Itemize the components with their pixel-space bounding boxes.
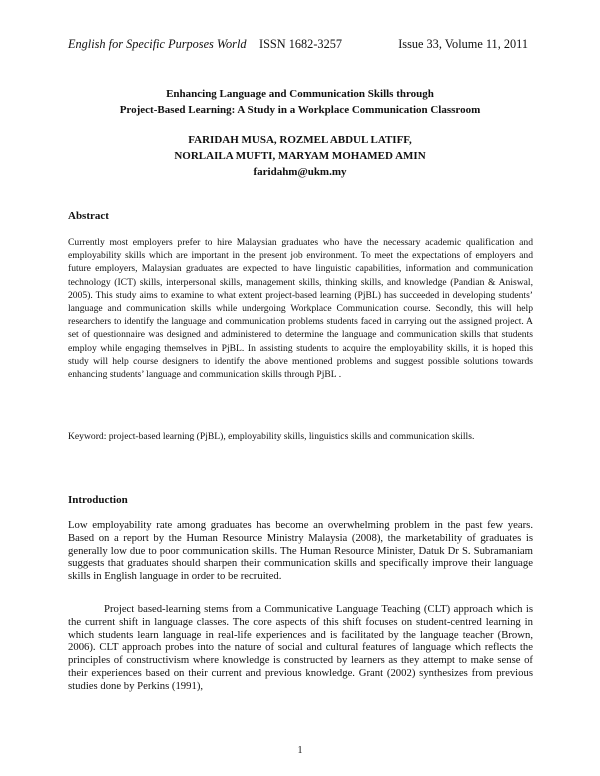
authors-line-2: NORLAILA MUFTI, MARYAM MOHAMED AMIN (174, 150, 426, 162)
issn: ISSN 1682-3257 (259, 37, 343, 51)
intro-paragraph-2: Project based-learning stems from a Communicative Language Teaching (CLT) approach which is the current shift in language classes. The core aspects of this shift focuses on student-centred learning in which students learn language in real-life experiences and is facilitated by the language teacher (Brown, 2006). CLT approach probes into the nature of social and cultural features of language which reflects the principles of constructivism where knowledge is constructed by learners as they attempt to make sense of their experiences based on their current and previous knowledge. Grant (2002) synthesizes from previous studies done by Perkins (1991), (68, 603, 533, 692)
page-number: 1 (297, 745, 303, 756)
author-email: faridahm@ukm.my (253, 166, 347, 178)
abstract-text: Currently most employers prefer to hire Malaysian graduates who have the necessary academic qualification and employability skills which are important in the present job environment. To meet the expectations of employers and future employers, Malaysian graduates are expected to have linguistic capabilities, information and communication technology (ICT) skills, interpersonal skills, management skills, thinking skills, and knowledge (Pandian & Aniswal, 2005). This study aims to examine to what extent project-based learning (PjBL) has succeeded in developing students’ language and communication skills while undergoing Workplace Communication course. Secondly, this will help researchers to identify the language and communication problems students faced in carrying out the assigned project. A set of questionnaire was designed and administered to determine the language and communication skills that students employ while engaging themselves in PjBL. In assisting students to acquire the employability skills, it is hoped this study will help course designers to identify the above mentioned problems and suggest possible solutions towards enhancing students’ language and communication skills through PjBL . (68, 237, 533, 381)
running-header (68, 37, 528, 52)
issue-volume: Issue 33, Volume 11, 2011 (398, 37, 528, 51)
abstract-heading: Abstract (68, 210, 109, 222)
keywords: Keyword: project-based learning (PjBL), employability skills, linguistics skills and communication skills. (68, 431, 475, 442)
authors-line-1: FARIDAH MUSA, ROZMEL ABDUL LATIFF, (188, 134, 412, 146)
author-block (60, 132, 540, 180)
introduction-heading: Introduction (68, 494, 128, 506)
paper-title (60, 86, 540, 118)
title-line-1: Enhancing Language and Communication Skills through (166, 88, 434, 100)
intro-paragraph-1: Low employability rate among graduates has become an overwhelming problem in the past few years. Based on a report by the Human Resource Ministry Malaysia (2008), the marketability of graduates is generally low due to poor communication skills. The Human Resource Minister, Datuk Dr S. Subramaniam suggests that graduates should sharpen their communication skills and specifically improve their language skills in English language in order to be recruited. (68, 519, 533, 583)
journal-name: English for Specific Purposes World (68, 37, 247, 51)
title-line-2: Project-Based Learning: A Study in a Workplace Communication Classroom (119, 104, 481, 116)
